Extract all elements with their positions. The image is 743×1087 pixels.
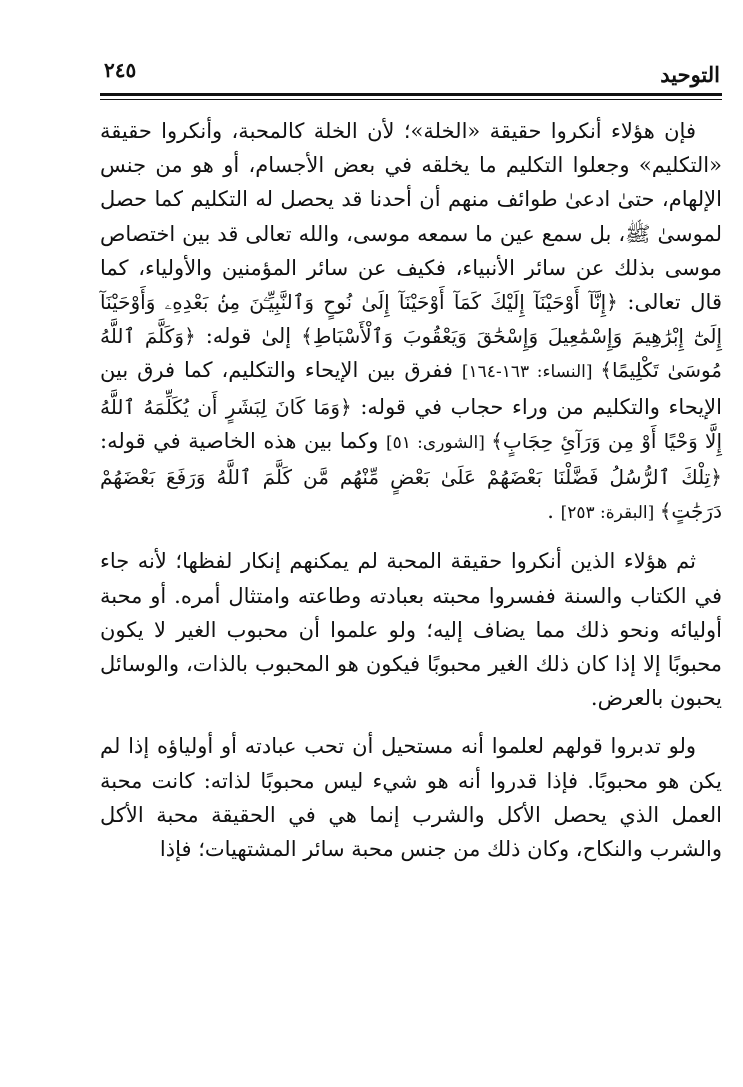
text-run: . <box>547 499 561 524</box>
header-rule-thick <box>100 93 722 96</box>
text-run: ففرق بين الإيحاء والتكليم، كما فرق بين الإيحاء والتكليم من وراء حجاب في قوله: <box>100 358 722 419</box>
quran-verse: ﴿وَكَلَّمَ ٱللَّهُ مُوسَىٰ تَكْلِيمًا﴾ <box>100 324 722 383</box>
text-run: إلىٰ قوله: <box>195 324 302 349</box>
text-run: وكما بين هذه الخاصية في قوله: <box>100 428 386 453</box>
verse-citation: [النساء: ١٦٣-١٦٤] <box>461 362 601 383</box>
chapter-title: التوحيد <box>660 62 720 87</box>
header-rule-thin <box>100 99 722 100</box>
paragraph-1 <box>100 114 722 530</box>
verse-citation: [الشورى: ٥١] <box>385 432 492 453</box>
page-body <box>100 114 722 866</box>
quran-verse: ﴿إِنَّآ أَوْحَيْنَآ إِلَيْكَ كَمَآ أَوْحَيْنَآ إِلَىٰ نُوحٍ وَٱلنَّبِيِّـۧنَ مِنۢ بَعْدِهِۦ وَأَوْحَيْنَآ إِلَىٰٓ إِبْرَٰهِيمَ وَإِسْمَٰعِيلَ وَإِسْحَٰقَ وَيَعْقُوبَ وَٱلْأَسْبَاطِ﴾ <box>100 290 723 349</box>
paragraph-2: ثم هؤلاء الذين أنكروا حقيقة المحبة لم يمكنهم إنكار لفظها؛ لأنه جاء في الكتاب والسنة ففسروا محبته بعبادته وطاعته وامتثال أمره. أو محبة أوليائه ونحو ذلك مما يضاف إليه؛ ولو علموا أن محبوب الغير لا يكون محبوبًا إلا إذا كان ذلك الغير محبوبًا فيكون هو المحبوب بالذات، والوسائل يحبون بالعرض. <box>100 549 722 711</box>
running-header <box>100 52 722 92</box>
verse-citation: [البقرة: ٢٥٣] <box>560 503 660 524</box>
paragraph-3: ولو تدبروا قولهم لعلموا أنه مستحيل أن تحب عبادته أو أولياؤه إذا لم يكن هو محبوبًا. فإذا قدروا أنه هو شيء ليس محبوبًا لذاته: كانت محبة العمل الذي يحصل الأكل والشرب إنما هي في الحقيقة محبة الأكل والشرب والنكاح، وكان ذلك من جنس محبة سائر المشتهيات؛ فإذا <box>100 734 722 862</box>
quran-verse: ﴿تِلْكَ ٱلرُّسُلُ فَضَّلْنَا بَعْضَهُمْ عَلَىٰ بَعْضٍ مِّنْهُم مَّن كَلَّمَ ٱللَّهُ وَرَفَعَ بَعْضَهُمْ دَرَجَٰتٍ﴾ <box>100 465 722 524</box>
page-number: ٢٤٥ <box>104 58 137 82</box>
text-run: فإن هؤلاء أنكروا حقيقة «الخلة»؛ لأن الخلة كالمحبة، وأنكروا حقيقة «التكليم» وجعلوا التكليم ما يخلقه في بعض الأجسام، أو هو من جنس الإلهام، حتىٰ ادعىٰ طوائف منهم أن أحدنا قد يحصل له التكليم كما حصل لموسىٰ ﷺ، بل سمع عين ما سمعه موسى، والله تعالى قد بين اختصاص موسى بذلك عن سائر الأنبياء، فكيف عن سائر المؤمنين والأولياء، كما قال تعالى: <box>100 119 722 315</box>
quran-verse: ﴿وَمَا كَانَ لِبَشَرٍ أَن يُكَلِّمَهُ ٱللَّهُ إِلَّا وَحْيًا أَوْ مِن وَرَآئِ حِجَابٍ﴾ <box>100 394 722 453</box>
